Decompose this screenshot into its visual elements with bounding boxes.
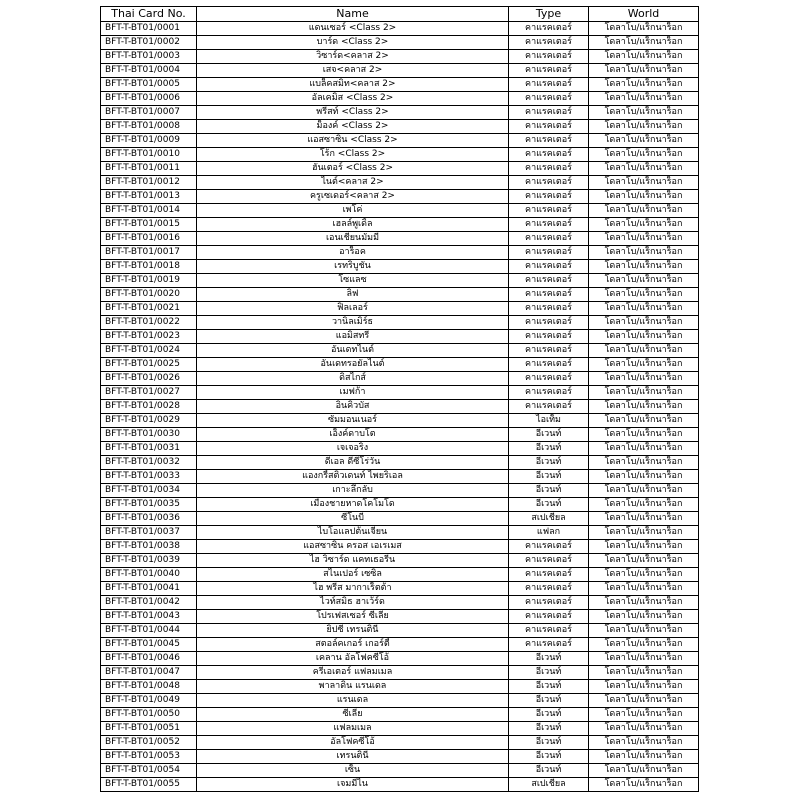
card-name-cell: แรนเดล: [197, 694, 509, 708]
card-type-cell: สเปเชียล: [509, 778, 589, 792]
card-world-cell: โดลาโบ/แร็กนาร็อก: [589, 736, 699, 750]
header-world: World: [589, 7, 699, 22]
table-row: [101, 176, 699, 190]
card-name-cell: แบล็คสมิท<คลาส 2>: [197, 78, 509, 92]
table-row: [101, 92, 699, 106]
card-world-cell: โดลาโบ/แร็กนาร็อก: [589, 204, 699, 218]
card-world-cell: โดลาโบ/แร็กนาร็อก: [589, 652, 699, 666]
table-row: [101, 484, 699, 498]
table-row: [101, 708, 699, 722]
card-name-cell: ซีโนบี: [197, 512, 509, 526]
card-number-cell: BFT-T-BT01/0049: [101, 694, 197, 708]
card-type-cell: คาแรคเตอร์: [509, 610, 589, 624]
card-number-cell: BFT-T-BT01/0007: [101, 106, 197, 120]
card-name-cell: อาร็อค: [197, 246, 509, 260]
card-number-cell: BFT-T-BT01/0004: [101, 64, 197, 78]
header-row: [101, 7, 699, 22]
card-name-cell: ดิสไกส์: [197, 372, 509, 386]
card-number-cell: BFT-T-BT01/0047: [101, 666, 197, 680]
table-row: [101, 554, 699, 568]
card-name-cell: เกาะลึกลับ: [197, 484, 509, 498]
card-number-cell: BFT-T-BT01/0035: [101, 498, 197, 512]
card-world-cell: โดลาโบ/แร็กนาร็อก: [589, 400, 699, 414]
card-world-cell: โดลาโบ/แร็กนาร็อก: [589, 232, 699, 246]
card-type-cell: คาแรคเตอร์: [509, 554, 589, 568]
card-type-cell: คาแรคเตอร์: [509, 176, 589, 190]
card-world-cell: โดลาโบ/แร็กนาร็อก: [589, 162, 699, 176]
card-world-cell: โดลาโบ/แร็กนาร็อก: [589, 610, 699, 624]
card-type-cell: อีเวนท์: [509, 722, 589, 736]
card-world-cell: โดลาโบ/แร็กนาร็อก: [589, 470, 699, 484]
table-row: [101, 358, 699, 372]
card-type-cell: อีเวนท์: [509, 708, 589, 722]
table-row: [101, 442, 699, 456]
card-type-cell: คาแรคเตอร์: [509, 190, 589, 204]
card-number-cell: BFT-T-BT01/0046: [101, 652, 197, 666]
card-number-cell: BFT-T-BT01/0013: [101, 190, 197, 204]
card-number-cell: BFT-T-BT01/0026: [101, 372, 197, 386]
card-name-cell: ไนต์<คลาส 2>: [197, 176, 509, 190]
card-world-cell: โดลาโบ/แร็กนาร็อก: [589, 568, 699, 582]
card-name-cell: เสจ<คลาส 2>: [197, 64, 509, 78]
card-name-cell: ครีเอเตอร์ แฟลมเมล: [197, 666, 509, 680]
card-world-cell: โดลาโบ/แร็กนาร็อก: [589, 148, 699, 162]
card-name-cell: ม็องค์ <Class 2>: [197, 120, 509, 134]
card-name-cell: วานิลเมิร์ธ: [197, 316, 509, 330]
card-type-cell: คาแรคเตอร์: [509, 386, 589, 400]
card-world-cell: โดลาโบ/แร็กนาร็อก: [589, 778, 699, 792]
table-row: [101, 50, 699, 64]
card-type-cell: คาแรคเตอร์: [509, 288, 589, 302]
table-row: [101, 694, 699, 708]
card-name-cell: พรีสท์ <Class 2>: [197, 106, 509, 120]
card-number-cell: BFT-T-BT01/0048: [101, 680, 197, 694]
card-number-cell: BFT-T-BT01/0022: [101, 316, 197, 330]
table-row: [101, 610, 699, 624]
card-type-cell: คาแรคเตอร์: [509, 64, 589, 78]
card-number-cell: BFT-T-BT01/0030: [101, 428, 197, 442]
card-name-cell: อินคิวบัส: [197, 400, 509, 414]
card-type-cell: อีเวนท์: [509, 694, 589, 708]
table-row: [101, 526, 699, 540]
table-row: [101, 148, 699, 162]
table-row: [101, 232, 699, 246]
card-number-cell: BFT-T-BT01/0045: [101, 638, 197, 652]
card-number-cell: BFT-T-BT01/0023: [101, 330, 197, 344]
table-row: [101, 246, 699, 260]
card-type-cell: อีเวนท์: [509, 456, 589, 470]
card-world-cell: โดลาโบ/แร็กนาร็อก: [589, 274, 699, 288]
table-row: [101, 204, 699, 218]
table-row: [101, 722, 699, 736]
table-row: [101, 596, 699, 610]
card-list-sheet: [100, 6, 698, 792]
table-row: [101, 386, 699, 400]
card-name-cell: แดนเซอร์ <Class 2>: [197, 22, 509, 36]
card-type-cell: อีเวนท์: [509, 652, 589, 666]
card-world-cell: โดลาโบ/แร็กนาร็อก: [589, 50, 699, 64]
card-type-cell: คาแรคเตอร์: [509, 316, 589, 330]
table-row: [101, 106, 699, 120]
card-world-cell: โดลาโบ/แร็กนาร็อก: [589, 386, 699, 400]
table-row: [101, 414, 699, 428]
table-row: [101, 134, 699, 148]
card-number-cell: BFT-T-BT01/0051: [101, 722, 197, 736]
card-type-cell: คาแรคเตอร์: [509, 540, 589, 554]
card-number-cell: BFT-T-BT01/0017: [101, 246, 197, 260]
card-type-cell: คาแรคเตอร์: [509, 400, 589, 414]
table-row: [101, 778, 699, 792]
card-type-cell: คาแรคเตอร์: [509, 302, 589, 316]
card-table: [100, 6, 699, 792]
card-type-cell: คาแรคเตอร์: [509, 22, 589, 36]
card-number-cell: BFT-T-BT01/0052: [101, 736, 197, 750]
card-world-cell: โดลาโบ/แร็กนาร็อก: [589, 540, 699, 554]
card-number-cell: BFT-T-BT01/0021: [101, 302, 197, 316]
card-name-cell: อันเดทไนต์: [197, 344, 509, 358]
card-world-cell: โดลาโบ/แร็กนาร็อก: [589, 666, 699, 680]
table-row: [101, 736, 699, 750]
card-type-cell: คาแรคเตอร์: [509, 246, 589, 260]
card-type-cell: อีเวนท์: [509, 428, 589, 442]
card-type-cell: อีเวนท์: [509, 470, 589, 484]
card-name-cell: สไนเปอร์ เซซิล: [197, 568, 509, 582]
card-type-cell: อีเวนท์: [509, 750, 589, 764]
card-type-cell: คาแรคเตอร์: [509, 624, 589, 638]
card-type-cell: คาแรคเตอร์: [509, 36, 589, 50]
table-row: [101, 680, 699, 694]
card-name-cell: แอมิสทรี: [197, 330, 509, 344]
table-row: [101, 470, 699, 484]
table-body: [101, 22, 699, 792]
card-number-cell: BFT-T-BT01/0001: [101, 22, 197, 36]
table-row: [101, 372, 699, 386]
card-type-cell: อีเวนท์: [509, 498, 589, 512]
card-number-cell: BFT-T-BT01/0054: [101, 764, 197, 778]
card-number-cell: BFT-T-BT01/0055: [101, 778, 197, 792]
table-row: [101, 274, 699, 288]
table-row: [101, 512, 699, 526]
card-name-cell: เอนเชี่ยนมัมมี่: [197, 232, 509, 246]
card-name-cell: อัลเคมิส <Class 2>: [197, 92, 509, 106]
table-row: [101, 400, 699, 414]
card-world-cell: โดลาโบ/แร็กนาร็อก: [589, 624, 699, 638]
card-number-cell: BFT-T-BT01/0016: [101, 232, 197, 246]
card-world-cell: โดลาโบ/แร็กนาร็อก: [589, 106, 699, 120]
card-number-cell: BFT-T-BT01/0005: [101, 78, 197, 92]
table-row: [101, 568, 699, 582]
card-name-cell: บาร์ด <Class 2>: [197, 36, 509, 50]
card-world-cell: โดลาโบ/แร็กนาร็อก: [589, 638, 699, 652]
card-type-cell: คาแรคเตอร์: [509, 372, 589, 386]
table-row: [101, 330, 699, 344]
card-number-cell: BFT-T-BT01/0041: [101, 582, 197, 596]
card-world-cell: โดลาโบ/แร็กนาร็อก: [589, 456, 699, 470]
card-number-cell: BFT-T-BT01/0008: [101, 120, 197, 134]
card-number-cell: BFT-T-BT01/0014: [101, 204, 197, 218]
card-world-cell: โดลาโบ/แร็กนาร็อก: [589, 428, 699, 442]
card-type-cell: คาแรคเตอร์: [509, 330, 589, 344]
card-world-cell: โดลาโบ/แร็กนาร็อก: [589, 526, 699, 540]
table-row: [101, 582, 699, 596]
card-number-cell: BFT-T-BT01/0038: [101, 540, 197, 554]
card-world-cell: โดลาโบ/แร็กนาร็อก: [589, 372, 699, 386]
card-name-cell: เทรนตินี่: [197, 750, 509, 764]
card-type-cell: คาแรคเตอร์: [509, 568, 589, 582]
card-number-cell: BFT-T-BT01/0002: [101, 36, 197, 50]
card-name-cell: เฮลล์พูเดิ้ล: [197, 218, 509, 232]
table-row: [101, 666, 699, 680]
card-world-cell: โดลาโบ/แร็กนาร็อก: [589, 176, 699, 190]
table-row: [101, 428, 699, 442]
card-name-cell: ไฮ พรีส มากาเร็ตต้า: [197, 582, 509, 596]
card-name-cell: แฟลมเมล: [197, 722, 509, 736]
card-number-cell: BFT-T-BT01/0012: [101, 176, 197, 190]
card-world-cell: โดลาโบ/แร็กนาร็อก: [589, 64, 699, 78]
card-type-cell: คาแรคเตอร์: [509, 358, 589, 372]
card-world-cell: โดลาโบ/แร็กนาร็อก: [589, 288, 699, 302]
card-world-cell: โดลาโบ/แร็กนาร็อก: [589, 596, 699, 610]
card-number-cell: BFT-T-BT01/0044: [101, 624, 197, 638]
table-row: [101, 288, 699, 302]
card-name-cell: ไวท์สมิธ ฮาเว้ร์ด: [197, 596, 509, 610]
card-number-cell: BFT-T-BT01/0027: [101, 386, 197, 400]
card-world-cell: โดลาโบ/แร็กนาร็อก: [589, 358, 699, 372]
card-name-cell: เจมมีไน: [197, 778, 509, 792]
card-world-cell: โดลาโบ/แร็กนาร็อก: [589, 680, 699, 694]
card-type-cell: คาแรคเตอร์: [509, 134, 589, 148]
card-world-cell: โดลาโบ/แร็กนาร็อก: [589, 722, 699, 736]
card-number-cell: BFT-T-BT01/0043: [101, 610, 197, 624]
card-number-cell: BFT-T-BT01/0009: [101, 134, 197, 148]
card-type-cell: อีเวนท์: [509, 680, 589, 694]
card-number-cell: BFT-T-BT01/0010: [101, 148, 197, 162]
card-type-cell: คาแรคเตอร์: [509, 78, 589, 92]
table-row: [101, 344, 699, 358]
card-type-cell: คาแรคเตอร์: [509, 204, 589, 218]
card-world-cell: โดลาโบ/แร็กนาร็อก: [589, 344, 699, 358]
table-row: [101, 764, 699, 778]
card-world-cell: โดลาโบ/แร็กนาร็อก: [589, 302, 699, 316]
card-name-cell: ซัมมอนเนอร์: [197, 414, 509, 428]
card-world-cell: โดลาโบ/แร็กนาร็อก: [589, 750, 699, 764]
card-name-cell: เซ็น: [197, 764, 509, 778]
card-type-cell: สเปเชียล: [509, 512, 589, 526]
card-world-cell: โดลาโบ/แร็กนาร็อก: [589, 484, 699, 498]
table-row: [101, 190, 699, 204]
card-number-cell: BFT-T-BT01/0050: [101, 708, 197, 722]
card-name-cell: ฮันเตอร์ <Class 2>: [197, 162, 509, 176]
card-name-cell: สตอล์คเกอร์ เกอร์ตี้: [197, 638, 509, 652]
card-type-cell: อีเวนท์: [509, 442, 589, 456]
card-world-cell: โดลาโบ/แร็กนาร็อก: [589, 442, 699, 456]
card-world-cell: โดลาโบ/แร็กนาร็อก: [589, 512, 699, 526]
card-type-cell: คาแรคเตอร์: [509, 106, 589, 120]
card-world-cell: โดลาโบ/แร็กนาร็อก: [589, 414, 699, 428]
card-type-cell: อีเวนท์: [509, 666, 589, 680]
card-world-cell: โดลาโบ/แร็กนาร็อก: [589, 498, 699, 512]
table-row: [101, 302, 699, 316]
card-number-cell: BFT-T-BT01/0025: [101, 358, 197, 372]
card-world-cell: โดลาโบ/แร็กนาร็อก: [589, 134, 699, 148]
card-name-cell: ลิฟ: [197, 288, 509, 302]
card-name-cell: โร้ก <Class 2>: [197, 148, 509, 162]
card-name-cell: เคลาน อัลโฟคซีโอ้: [197, 652, 509, 666]
card-world-cell: โดลาโบ/แร็กนาร็อก: [589, 694, 699, 708]
card-name-cell: ยิปซี เทรนตินี่: [197, 624, 509, 638]
header-name: Name: [197, 7, 509, 22]
card-name-cell: วิซาร์ด<คลาส 2>: [197, 50, 509, 64]
table-row: [101, 36, 699, 50]
table-row: [101, 64, 699, 78]
card-number-cell: BFT-T-BT01/0018: [101, 260, 197, 274]
card-type-cell: คาแรคเตอร์: [509, 92, 589, 106]
card-world-cell: โดลาโบ/แร็กนาร็อก: [589, 316, 699, 330]
card-number-cell: BFT-T-BT01/0011: [101, 162, 197, 176]
card-world-cell: โดลาโบ/แร็กนาร็อก: [589, 246, 699, 260]
card-type-cell: คาแรคเตอร์: [509, 260, 589, 274]
card-type-cell: คาแรคเตอร์: [509, 50, 589, 64]
card-number-cell: BFT-T-BT01/0020: [101, 288, 197, 302]
card-number-cell: BFT-T-BT01/0053: [101, 750, 197, 764]
card-number-cell: BFT-T-BT01/0039: [101, 554, 197, 568]
card-number-cell: BFT-T-BT01/0040: [101, 568, 197, 582]
card-name-cell: เอ็งค์ดาบโต: [197, 428, 509, 442]
card-type-cell: คาแรคเตอร์: [509, 218, 589, 232]
card-type-cell: คาแรคเตอร์: [509, 162, 589, 176]
table-row: [101, 316, 699, 330]
card-world-cell: โดลาโบ/แร็กนาร็อก: [589, 260, 699, 274]
table-row: [101, 78, 699, 92]
card-name-cell: ครูเซเดอร์<คลาส 2>: [197, 190, 509, 204]
card-type-cell: คาแรคเตอร์: [509, 274, 589, 288]
table-row: [101, 120, 699, 134]
card-name-cell: เมฟก้า: [197, 386, 509, 400]
card-world-cell: โดลาโบ/แร็กนาร็อก: [589, 582, 699, 596]
card-number-cell: BFT-T-BT01/0019: [101, 274, 197, 288]
table-row: [101, 498, 699, 512]
card-world-cell: โดลาโบ/แร็กนาร็อก: [589, 120, 699, 134]
card-number-cell: BFT-T-BT01/0028: [101, 400, 197, 414]
card-world-cell: โดลาโบ/แร็กนาร็อก: [589, 78, 699, 92]
card-number-cell: BFT-T-BT01/0006: [101, 92, 197, 106]
card-number-cell: BFT-T-BT01/0033: [101, 470, 197, 484]
card-type-cell: อีเวนท์: [509, 484, 589, 498]
card-world-cell: โดลาโบ/แร็กนาร็อก: [589, 92, 699, 106]
card-type-cell: ไอเท็ม: [509, 414, 589, 428]
card-name-cell: ไบโอแลปต้นเจี๋ยน: [197, 526, 509, 540]
table-row: [101, 260, 699, 274]
card-name-cell: ดีเอล ดีซีโร่วัน: [197, 456, 509, 470]
table-row: [101, 750, 699, 764]
card-type-cell: อีเวนท์: [509, 764, 589, 778]
card-name-cell: ซีเลีย: [197, 708, 509, 722]
card-name-cell: เรทริบูชั่น: [197, 260, 509, 274]
card-world-cell: โดลาโบ/แร็กนาร็อก: [589, 764, 699, 778]
card-name-cell: อันเดทรอยัลไนต์: [197, 358, 509, 372]
header-type: Type: [509, 7, 589, 22]
table-row: [101, 22, 699, 36]
card-number-cell: BFT-T-BT01/0042: [101, 596, 197, 610]
card-type-cell: คาแรคเตอร์: [509, 148, 589, 162]
card-number-cell: BFT-T-BT01/0015: [101, 218, 197, 232]
card-world-cell: โดลาโบ/แร็กนาร็อก: [589, 36, 699, 50]
table-row: [101, 218, 699, 232]
card-type-cell: คาแรคเตอร์: [509, 120, 589, 134]
card-type-cell: คาแรคเตอร์: [509, 344, 589, 358]
card-number-cell: BFT-T-BT01/0029: [101, 414, 197, 428]
card-name-cell: ไฮ วิซาร์ด แคทเธอรีน: [197, 554, 509, 568]
card-type-cell: คาแรคเตอร์: [509, 596, 589, 610]
card-world-cell: โดลาโบ/แร็กนาร็อก: [589, 190, 699, 204]
card-number-cell: BFT-T-BT01/0031: [101, 442, 197, 456]
card-number-cell: BFT-T-BT01/0036: [101, 512, 197, 526]
card-type-cell: อีเวนท์: [509, 736, 589, 750]
card-name-cell: โปรเฟสเซอร์ ซีเลีย: [197, 610, 509, 624]
card-world-cell: โดลาโบ/แร็กนาร็อก: [589, 22, 699, 36]
card-name-cell: พาลาดิน แรนเดล: [197, 680, 509, 694]
card-type-cell: คาแรคเตอร์: [509, 582, 589, 596]
card-number-cell: BFT-T-BT01/0037: [101, 526, 197, 540]
card-type-cell: คาแรคเตอร์: [509, 232, 589, 246]
card-name-cell: เพโค่: [197, 204, 509, 218]
card-name-cell: ฟิลเลอร์: [197, 302, 509, 316]
card-number-cell: BFT-T-BT01/0003: [101, 50, 197, 64]
card-name-cell: เจเจอริง: [197, 442, 509, 456]
table-row: [101, 652, 699, 666]
card-name-cell: อัลโฟคซีโอ้: [197, 736, 509, 750]
card-world-cell: โดลาโบ/แร็กนาร็อก: [589, 708, 699, 722]
card-number-cell: BFT-T-BT01/0032: [101, 456, 197, 470]
card-number-cell: BFT-T-BT01/0034: [101, 484, 197, 498]
card-name-cell: เมืองชายหาดโคโมโด: [197, 498, 509, 512]
card-world-cell: โดลาโบ/แร็กนาร็อก: [589, 330, 699, 344]
card-name-cell: แอสซาซิน <Class 2>: [197, 134, 509, 148]
card-name-cell: แอสซาซิน ครอส เอเรเมส: [197, 540, 509, 554]
card-name-cell: แองกรี้สติวเดนท์ ไพยริเอล: [197, 470, 509, 484]
table-row: [101, 624, 699, 638]
card-world-cell: โดลาโบ/แร็กนาร็อก: [589, 218, 699, 232]
table-row: [101, 162, 699, 176]
table-row: [101, 638, 699, 652]
table-row: [101, 456, 699, 470]
card-type-cell: คาแรคเตอร์: [509, 638, 589, 652]
card-world-cell: โดลาโบ/แร็กนาร็อก: [589, 554, 699, 568]
header-card-no: Thai Card No.: [101, 7, 197, 22]
card-number-cell: BFT-T-BT01/0024: [101, 344, 197, 358]
card-name-cell: โซแลซ: [197, 274, 509, 288]
card-type-cell: แฟลก: [509, 526, 589, 540]
table-row: [101, 540, 699, 554]
